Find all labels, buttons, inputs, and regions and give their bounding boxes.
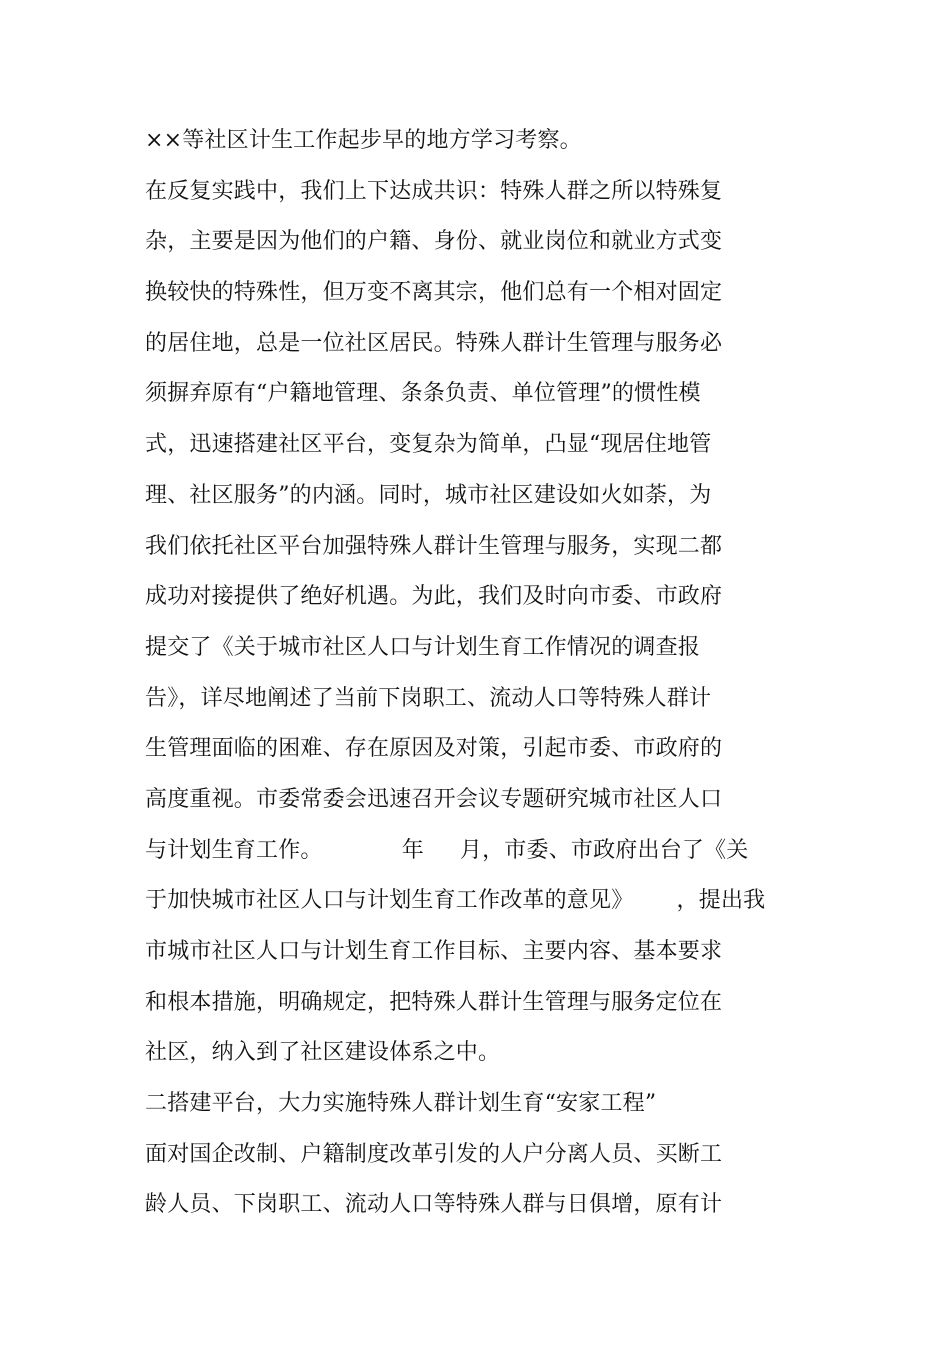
document-body xyxy=(145,122,845,1237)
text-line: 与计划生育工作。 年 月，市委、市政府出台了《关 xyxy=(145,837,749,863)
text-line: 的居住地，总是一位社区居民。特殊人群计生管理与服务必 xyxy=(145,330,723,356)
text-line: 社区，纳入到了社区建设体系之中。 xyxy=(145,1040,501,1066)
section-heading: 二搭建平台，大力实施特殊人群计划生育“安家工程” xyxy=(145,1091,657,1117)
text-line: 在反复实践中，我们上下达成共识：特殊人群之所以特殊复 xyxy=(145,178,723,204)
text-line: 我们依托社区平台加强特殊人群计生管理与服务，实现二都 xyxy=(145,533,723,559)
text-line: 提交了《关于城市社区人口与计划生育工作情况的调查报 xyxy=(145,634,701,660)
text-line: 市城市社区人口与计划生育工作目标、主要内容、基本要求 xyxy=(145,939,723,964)
text-line: 换较快的特殊性，但万变不离其宗，他们总有一个相对固定 xyxy=(145,280,723,306)
text-line: 生管理面临的困难、存在原因及对策，引起市委、市政府的 xyxy=(145,736,723,762)
text-line: 高度重视。市委常委会迅速召开会议专题研究城市社区人口 xyxy=(145,786,723,812)
text-line: 面对国企改制、户籍制度改革引发的人户分离人员、买断工 xyxy=(145,1141,723,1167)
text-line: 龄人员、下岗职工、流动人口等特殊人群与日俱增，原有计 xyxy=(145,1192,723,1218)
text-line: 须摒弃原有“户籍地管理、条条负责、单位管理”的惯性模 xyxy=(145,381,701,407)
text-line: 理、社区服务”的内涵。同时，城市社区建设如火如荼，为 xyxy=(145,482,712,508)
text-line: 杂，主要是因为他们的户籍、身份、就业岗位和就业方式变 xyxy=(145,229,723,255)
text-line: 于加快城市社区人口与计划生育工作改革的意见》 ，提出我 xyxy=(145,888,766,914)
text-line: ××等社区计生工作起步早的地方学习考察。 xyxy=(145,128,582,153)
text-line: 成功对接提供了绝好机遇。为此，我们及时向市委、市政府 xyxy=(145,584,723,610)
text-line: 告》，详尽地阐述了当前下岗职工、流动人口等特殊人群计 xyxy=(145,685,712,711)
text-line: 式，迅速搭建社区平台，变复杂为简单，凸显“现居住地管 xyxy=(145,432,712,458)
text-line: 和根本措施，明确规定，把特殊人群计生管理与服务定位在 xyxy=(145,989,723,1015)
